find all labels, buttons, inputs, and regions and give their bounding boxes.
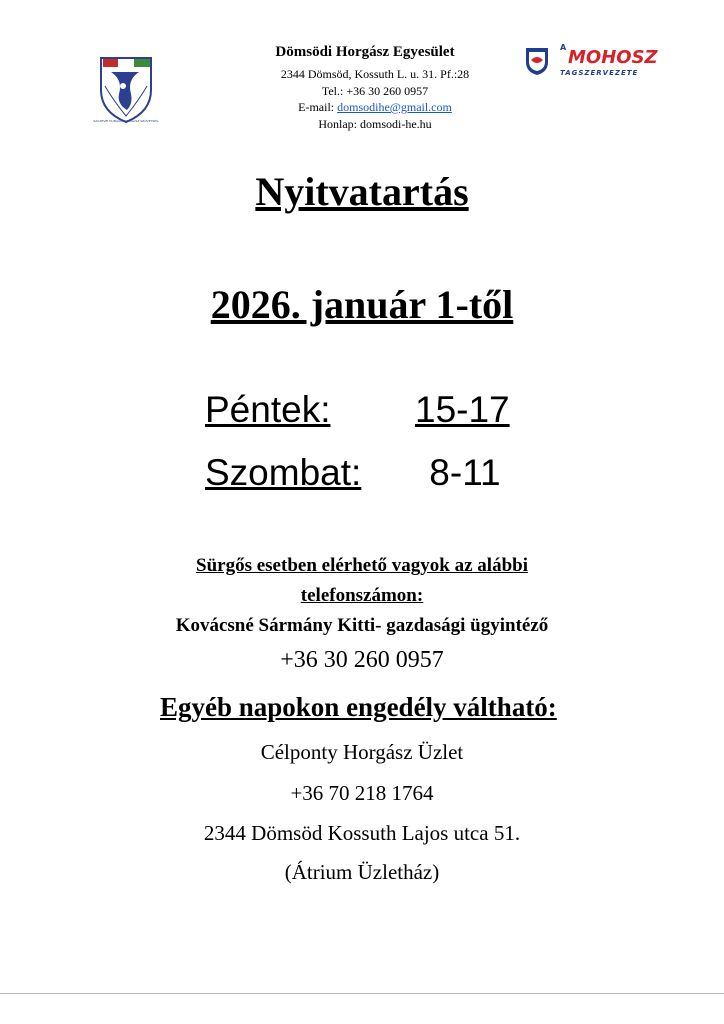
urgent-phone: +36 30 260 0957: [280, 647, 444, 673]
mohosz-logo: [524, 44, 664, 78]
rdhsz-logo: [93, 50, 159, 126]
org-homepage: Honlap: domsodi-he.hu: [318, 117, 432, 131]
page-title: Nyitvatartás: [255, 169, 469, 214]
shop-name: Célponty Horgász Üzlet: [260, 740, 464, 764]
email-link[interactable]: domsodihe@gmail.com: [337, 100, 452, 114]
hours-row-friday: [205, 389, 510, 431]
effective-date: 2026. január 1-től: [210, 282, 514, 327]
hours-day: Szombat:: [205, 452, 362, 493]
hours-row-saturday: [205, 452, 501, 494]
mohosz-prefix: A: [560, 43, 567, 52]
shop-phone: +36 70 218 1764: [290, 781, 434, 805]
mohosz-subtext: TAGSZERVEZETE: [560, 69, 639, 77]
hours-day: Péntek:: [205, 389, 331, 430]
shop-building: (Átrium Üzletház): [284, 860, 440, 884]
rdhsz-logo-text: RÁCKEVEI DUNAÁGI HORGÁSZ SZÖVETSÉG: [93, 119, 159, 123]
page-bottom-divider: [0, 993, 724, 994]
other-days-title: Egyéb napokon engedély váltható:: [160, 692, 557, 722]
hours-time: 15-17: [415, 389, 510, 430]
urgent-line-1: Sürgős esetben elérhető vagyok az alábbi: [196, 555, 528, 576]
mohosz-wordmark: MOHOSZ: [568, 47, 658, 68]
org-address: 2344 Dömsöd, Kossuth L. u. 31. Pf.:28: [280, 67, 470, 81]
org-email-line: [210, 100, 540, 115]
org-name: Dömsödi Horgász Egyesület: [275, 44, 455, 60]
email-label: E-mail:: [298, 100, 338, 114]
org-tel: Tel.: +36 30 260 0957: [321, 84, 429, 98]
urgent-contact-name: Kovácsné Sármány Kitti- gazdasági ügyintéző: [175, 615, 549, 636]
urgent-line-2: telefonszámon:: [300, 585, 424, 606]
hours-time: 8-11: [429, 452, 501, 493]
shop-address: 2344 Dömsöd Kossuth Lajos utca 51.: [203, 821, 521, 845]
